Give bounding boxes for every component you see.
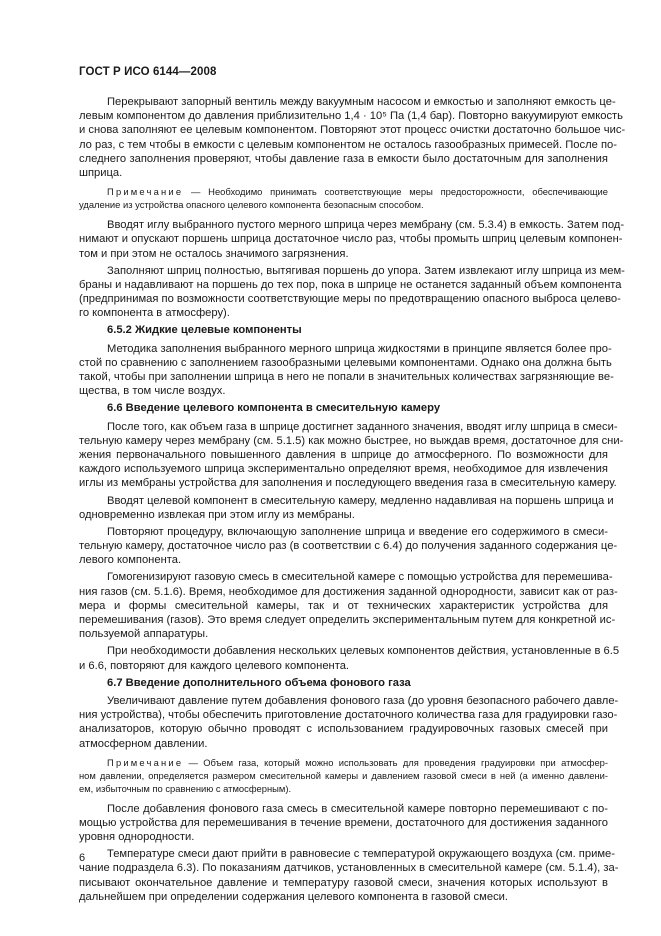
text-line: шприца. xyxy=(79,166,123,179)
body-paragraph xyxy=(79,525,618,568)
body-paragraph xyxy=(79,264,625,321)
text-line: атмосферном давлении. xyxy=(79,737,208,750)
text-line: стой по сравнению с заполнением газообразными целевыми компонентами. Однако она должна быть xyxy=(79,356,612,369)
note-paragraph xyxy=(79,185,608,211)
body-paragraph xyxy=(79,694,619,751)
document-body xyxy=(79,95,626,907)
text-line: После добавления фонового газа смесь в смесительной камере повторно перемешивают с по- xyxy=(107,802,608,815)
text-line: удаление из устройства опасного целевого компонента безопасным способом. xyxy=(79,199,424,211)
body-paragraph xyxy=(79,218,625,261)
text-line: Перекрывают запорный вентиль между вакуумным насосом и емкостью и заполняют емкость це- xyxy=(107,96,616,108)
text-line: ния устройства), чтобы обеспечить приготовление достаточного количества газа для градуировки газо- xyxy=(79,709,618,722)
text-line: уровня однородности. xyxy=(79,831,195,844)
text-line: жения первоначального повышенного давления в шприце до атмосферного. По возможности для xyxy=(79,448,608,461)
note-paragraph xyxy=(79,756,608,795)
text-line: го компонента в атмосферу). xyxy=(79,307,230,320)
body-paragraph xyxy=(79,420,624,491)
text-line: том и при этом не осталось значимого загрязнения. xyxy=(79,247,349,260)
note-label: Примечание xyxy=(107,186,184,198)
text-line: мера и формы смесительной камеры, так и от технических характеристик устройства для xyxy=(79,599,608,612)
text-line: Заполняют шприц полностью, вытягивая поршень до упора. Затем извлекают иглу шприца из мем- xyxy=(107,264,625,277)
section-heading: 6.5.2 Жидкие целевые компоненты xyxy=(107,324,302,337)
text-line: дальнейшем при определении содержания целевого компонента в газовой смеси. xyxy=(79,890,509,903)
body-paragraph xyxy=(79,644,620,672)
document-header: ГОСТ Р ИСО 6144—2008 xyxy=(79,66,217,78)
text-line: пользуемой аппаратуры. xyxy=(79,628,209,641)
body-paragraph xyxy=(79,494,614,522)
text-line: Вводят целевой компонент в смесительную камеру, медленно надавливая на поршень шприца и xyxy=(107,494,614,507)
text-line: каждого используемого шприца экспериментально определяют время, необходимое для извлечения xyxy=(79,463,608,476)
text-line: тельную камеру, достаточное число раз (в соответствии с 6.4) до получения заданного содержания це- xyxy=(79,540,618,553)
body-paragraph xyxy=(79,802,608,845)
note-text: — Необходимо принимать соответствующие меры предосторожности, обеспечивающие xyxy=(183,186,608,198)
note-label: Примечание xyxy=(107,756,184,768)
text-line: Температуре смеси дают прийти в равновесие с температурой окружающего воздуха (см. приме- xyxy=(107,848,615,861)
text-line: щества, в том числе воздух. xyxy=(79,385,226,398)
text-line: Гомогенизируют газовую смесь в смесительной камере с помощью устройства для перемешива- xyxy=(107,571,613,584)
text-line: иглы из мембраны устройства для заполнения и последующего введения газа в смесительную камеру. xyxy=(79,477,617,490)
text-line: тельную камеру через мембрану (см. 5.1.5) как можно быстрее, но выждав время, достаточное для сни- xyxy=(79,434,624,447)
text-line xyxy=(79,185,608,198)
text-line: ном давлении, определяется размером смесительной камеры и давлением газовой смеси в ней (а именно давлени- xyxy=(79,769,608,781)
text-line: левым компонентом до давления приблизительно 1,4 · 10⁵ Па (1,4 бар). Повторно вакуумируют емкость xyxy=(79,110,624,123)
body-paragraph xyxy=(79,342,614,399)
text-line: браны и надавливают на поршень до тех пор, пока в шприце не останется заданный объем компонента xyxy=(79,278,622,291)
text-line: чание подраздела 6.3). По показаниям датчиков, установленных в смесительной камере (см. 5.1.4), за- xyxy=(79,862,619,875)
text-line: нимают и опускают поршень шприца достаточное число раз, чтобы промыть шприц целевым компонен- xyxy=(79,233,623,246)
text-line: и снова заполняют ее целевым компонентом. Повторяют этот процесс очистки достаточно большое чис- xyxy=(79,124,626,137)
text-line: ло раз, с тем чтобы в емкости с целевым компонентом не осталось газообразных примесей. После по- xyxy=(79,138,617,151)
text-line: одновременно извлекая при этом иглу из мембраны. xyxy=(79,508,355,521)
text-line: (предпринимая по возможности соответствующие меры по предотвращению опасного выброса целево- xyxy=(79,293,621,306)
page-number: 6 xyxy=(79,852,86,864)
text-line: перемешивания (газов). Это время следует определить экспериментальным путем для конкретной ис- xyxy=(79,614,616,627)
text-line: При необходимости добавления нескольких целевых компонентов действия, установленные в 6.5 xyxy=(107,645,620,658)
text-line: Методика заполнения выбранного мерного шприца жидкостями в принципе является более про- xyxy=(107,342,612,355)
text-line: писывают окончательное давление и температуру газовой смеси, значения которых используют в xyxy=(79,876,608,889)
section-heading: 6.7 Введение дополнительного объема фонового газа xyxy=(107,676,411,689)
text-line: мощью устройства для перемешивания в течение времени, достаточного для достижения заданного xyxy=(79,816,608,829)
section-heading: 6.6 Введение целевого компонента в смесительную камеру xyxy=(107,402,441,415)
body-paragraph xyxy=(79,95,626,180)
body-paragraph xyxy=(79,570,618,641)
text-line: такой, чтобы при заполнении шприца в него не попали в значительных количествах загрязняющие ве- xyxy=(79,371,614,384)
text-line: Увеличивают давление путем добавления фонового газа (до уровня безопасного рабочего давле- xyxy=(107,694,619,707)
text-line: следнего заполнения проверяют, чтобы давление газа в емкости было достаточным для заполнения xyxy=(79,152,608,165)
text-line: Вводят иглу выбранного пустого мерного шприца через мембрану (см. 5.3.4) в емкость. Затем под- xyxy=(107,219,625,232)
body-paragraph xyxy=(79,847,619,904)
text-line: ем, избыточным по сравнению с атмосферным). xyxy=(79,782,292,794)
note-text: — Объем газа, который можно использовать для проведения градуировки при атмосфер- xyxy=(183,756,608,768)
text-line xyxy=(79,756,608,769)
text-line: и 6.6, повторяют для каждого целевого компонента. xyxy=(79,659,350,672)
text-line: ния газов (см. 5.1.6). Время, необходимое для достижения заданной однородности, зависит как от раз- xyxy=(79,585,618,598)
text-line: анализаторов, которую обычно проводят с использованием градуировочных газовых смесей при xyxy=(79,723,608,736)
text-line: Повторяют процедуру, включающую заполнение шприца и введение его содержимого в смеси- xyxy=(107,525,608,538)
text-line: левого компонента. xyxy=(79,554,182,567)
text-line: После того, как объем газа в шприце достигнет заданного значения, вводят иглу шприца в смеси- xyxy=(107,420,618,433)
